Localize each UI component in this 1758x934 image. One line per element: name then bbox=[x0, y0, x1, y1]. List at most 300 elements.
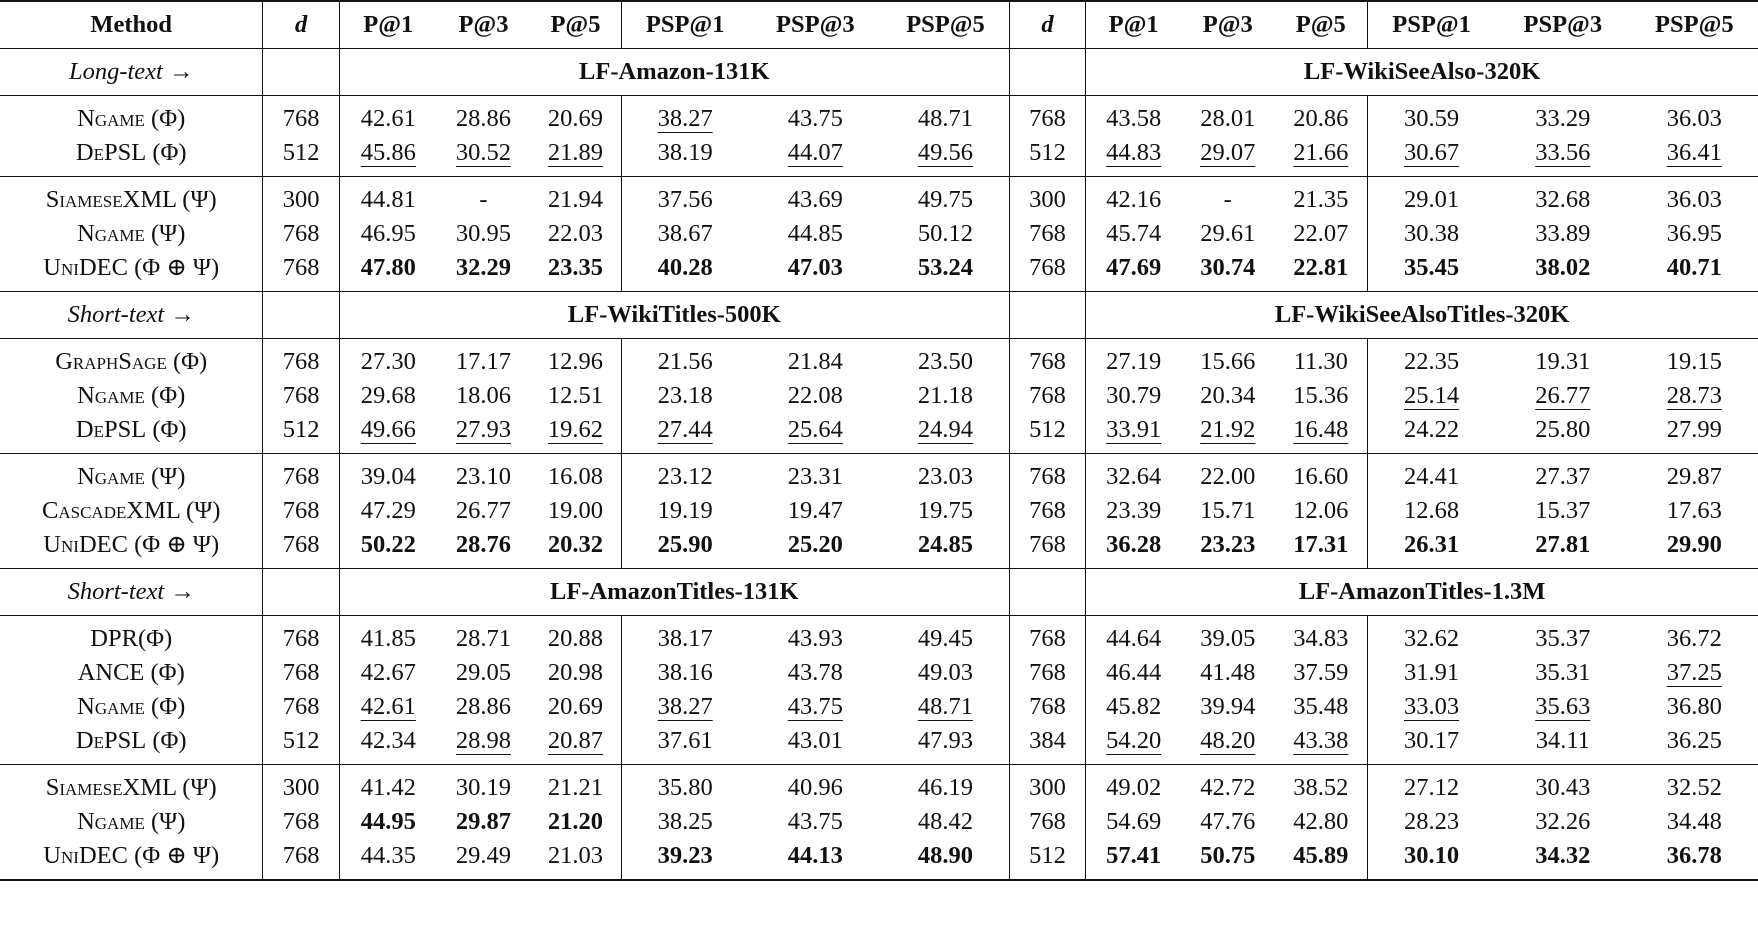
dataset-name-right: LF-AmazonTitles-1.3M bbox=[1086, 569, 1758, 616]
value-cell: 40.71 bbox=[1631, 251, 1758, 292]
value-cell: 49.02 bbox=[1086, 765, 1181, 806]
value-cell: 23.10 bbox=[455, 463, 512, 490]
table-row bbox=[0, 656, 1758, 690]
value-cell: 15.71 bbox=[1200, 497, 1256, 524]
value-cell: 45.89 bbox=[1274, 839, 1367, 880]
value-cell: 768 bbox=[263, 839, 339, 880]
value-cell: 50.12 bbox=[917, 220, 974, 247]
section-label: Short-text → bbox=[0, 292, 263, 339]
underlined-value: 16.48 bbox=[1293, 416, 1349, 443]
underlined-value: 38.27 bbox=[657, 105, 713, 132]
value-cell: 34.48 bbox=[1666, 808, 1722, 835]
underlined-value: 48.71 bbox=[917, 693, 974, 720]
value-cell: 42.80 bbox=[1293, 808, 1349, 835]
value-cell: 43.93 bbox=[787, 625, 843, 652]
value-cell: 28.23 bbox=[1368, 805, 1495, 839]
underlined-value: 37.25 bbox=[1666, 659, 1722, 686]
value-cell bbox=[437, 413, 530, 454]
value-cell: 21.35 bbox=[1293, 186, 1349, 213]
value-cell: 768 bbox=[263, 805, 339, 839]
underlined-value: 20.87 bbox=[547, 727, 604, 754]
value-cell: 18.06 bbox=[455, 382, 512, 409]
value-cell: 20.98 bbox=[547, 659, 604, 686]
value-cell: 27.37 bbox=[1535, 463, 1591, 490]
value-cell: 23.35 bbox=[530, 251, 621, 292]
value-cell bbox=[1274, 136, 1367, 177]
value-cell: 40.28 bbox=[621, 251, 748, 292]
value-cell: 768 bbox=[1009, 251, 1085, 292]
value-cell: 27.19 bbox=[1086, 339, 1181, 380]
value-cell bbox=[1368, 690, 1495, 724]
value-cell bbox=[621, 413, 748, 454]
value-cell: 46.95 bbox=[339, 217, 437, 251]
underlined-value: 21.92 bbox=[1200, 416, 1256, 443]
value-cell: 22.03 bbox=[547, 220, 604, 247]
value-cell: 27.30 bbox=[339, 339, 437, 380]
table-row bbox=[0, 805, 1758, 839]
table-row bbox=[0, 251, 1758, 292]
method-name: SiameseXML (Ψ) bbox=[45, 774, 217, 801]
value-cell bbox=[749, 413, 883, 454]
col-header-psp3-left: PSP@3 bbox=[749, 1, 883, 49]
value-cell: 300 bbox=[263, 177, 339, 218]
value-cell: 24.22 bbox=[1368, 413, 1495, 454]
value-cell: 36.25 bbox=[1631, 724, 1758, 765]
value-cell: 768 bbox=[263, 528, 339, 569]
table-row bbox=[0, 217, 1758, 251]
value-cell: 20.69 bbox=[547, 693, 604, 720]
value-cell: 20.88 bbox=[547, 625, 604, 652]
value-cell bbox=[882, 136, 1009, 177]
underlined-value: 33.03 bbox=[1404, 693, 1460, 720]
method-name: DePSL (Φ) bbox=[0, 136, 263, 177]
section-spacer bbox=[1009, 49, 1085, 96]
method-name: ANCE (Φ) bbox=[77, 659, 185, 686]
col-header-p5-right: P@5 bbox=[1274, 1, 1367, 49]
value-cell: 23.31 bbox=[787, 463, 843, 490]
value-cell: 512 bbox=[1009, 839, 1085, 880]
value-cell: 32.64 bbox=[1086, 454, 1181, 495]
value-cell: 29.49 bbox=[437, 839, 530, 880]
value-cell: 49.03 bbox=[917, 659, 974, 686]
value-cell: 42.72 bbox=[1200, 774, 1256, 801]
method-name: Ngame (Ψ) bbox=[77, 463, 186, 490]
value-cell: 15.66 bbox=[1200, 348, 1256, 375]
value-cell bbox=[530, 413, 621, 454]
section-label: Long-text → bbox=[0, 49, 263, 96]
method-name: GraphSage (Φ) bbox=[55, 348, 208, 375]
value-cell: 32.62 bbox=[1368, 616, 1495, 657]
table-row bbox=[0, 690, 1758, 724]
value-cell: 41.48 bbox=[1200, 659, 1256, 686]
value-cell bbox=[530, 724, 621, 765]
value-cell: 29.87 bbox=[1666, 463, 1722, 490]
method-name: Ngame (Φ) bbox=[77, 105, 186, 132]
value-cell: 768 bbox=[263, 690, 339, 724]
method-name: UniDEC (Φ ⊕ Ψ) bbox=[0, 528, 263, 569]
value-cell: 41.42 bbox=[339, 765, 437, 806]
value-cell: 22.08 bbox=[787, 382, 843, 409]
value-cell: 54.69 bbox=[1086, 805, 1181, 839]
value-cell: 512 bbox=[263, 136, 339, 177]
underlined-value: 43.75 bbox=[787, 693, 843, 720]
value-cell: 47.80 bbox=[339, 251, 437, 292]
value-cell: 32.29 bbox=[437, 251, 530, 292]
method-name: UniDEC (Φ ⊕ Ψ) bbox=[0, 839, 263, 880]
value-cell: 30.95 bbox=[455, 220, 512, 247]
section-row bbox=[0, 49, 1758, 96]
value-cell: 768 bbox=[263, 217, 339, 251]
table-row bbox=[0, 379, 1758, 413]
underlined-value: 49.66 bbox=[360, 416, 416, 443]
col-header-d-right: d bbox=[1009, 1, 1085, 49]
value-cell: 768 bbox=[1009, 339, 1085, 380]
table-row bbox=[0, 413, 1758, 454]
method-name: Ngame (Φ) bbox=[77, 382, 186, 409]
value-cell: 28.86 bbox=[455, 105, 512, 132]
value-cell: 17.31 bbox=[1274, 528, 1367, 569]
value-cell: 768 bbox=[1009, 96, 1085, 137]
underlined-value: 54.20 bbox=[1106, 727, 1162, 754]
value-cell: 42.67 bbox=[339, 656, 437, 690]
col-header-psp1-right: PSP@1 bbox=[1368, 1, 1495, 49]
value-cell: 384 bbox=[1009, 724, 1085, 765]
section-label: Short-text → bbox=[0, 569, 263, 616]
value-cell bbox=[749, 690, 883, 724]
value-cell: 768 bbox=[1009, 454, 1085, 495]
value-cell: 12.96 bbox=[547, 348, 604, 375]
value-cell: 29.87 bbox=[455, 808, 512, 835]
value-cell: 36.28 bbox=[1086, 528, 1181, 569]
value-cell: 37.61 bbox=[621, 724, 748, 765]
table-row bbox=[0, 339, 1758, 380]
value-cell: 36.72 bbox=[1666, 625, 1722, 652]
value-cell: 19.47 bbox=[787, 497, 843, 524]
value-cell: 53.24 bbox=[882, 251, 1009, 292]
underlined-value: 44.07 bbox=[787, 139, 843, 166]
value-cell: 26.77 bbox=[455, 497, 512, 524]
value-cell: 35.48 bbox=[1293, 693, 1349, 720]
value-cell: 36.03 bbox=[1666, 105, 1722, 132]
value-cell: 768 bbox=[1009, 616, 1085, 657]
value-cell: - bbox=[1223, 186, 1232, 213]
value-cell: 44.64 bbox=[1086, 616, 1181, 657]
value-cell: 768 bbox=[263, 494, 339, 528]
table-row bbox=[0, 494, 1758, 528]
value-cell bbox=[1181, 724, 1274, 765]
value-cell: 15.37 bbox=[1535, 497, 1591, 524]
value-cell: 34.32 bbox=[1495, 839, 1631, 880]
value-cell: 38.67 bbox=[621, 217, 748, 251]
underlined-value: 25.14 bbox=[1404, 382, 1460, 409]
value-cell: 23.39 bbox=[1086, 494, 1181, 528]
value-cell: 36.03 bbox=[1666, 186, 1722, 213]
value-cell: 768 bbox=[263, 379, 339, 413]
dataset-name-left: LF-AmazonTitles-131K bbox=[339, 569, 1009, 616]
value-cell: 27.12 bbox=[1368, 765, 1495, 806]
value-cell: 21.94 bbox=[547, 186, 604, 213]
value-cell: 47.03 bbox=[749, 251, 883, 292]
underlined-value: 19.62 bbox=[547, 416, 604, 443]
value-cell: 29.61 bbox=[1200, 220, 1256, 247]
value-cell: 23.03 bbox=[917, 463, 974, 490]
value-cell bbox=[1181, 413, 1274, 454]
method-name: SiameseXML (Ψ) bbox=[45, 186, 217, 213]
table-row bbox=[0, 765, 1758, 806]
value-cell: 50.22 bbox=[339, 528, 437, 569]
value-cell: 31.91 bbox=[1368, 656, 1495, 690]
value-cell: 57.41 bbox=[1086, 839, 1181, 880]
value-cell: 300 bbox=[1009, 177, 1085, 218]
value-cell: 39.23 bbox=[621, 839, 748, 880]
value-cell bbox=[1368, 379, 1495, 413]
value-cell: 768 bbox=[263, 656, 339, 690]
value-cell: 48.71 bbox=[917, 105, 974, 132]
value-cell: 23.12 bbox=[621, 454, 748, 495]
underlined-value: 36.41 bbox=[1666, 139, 1722, 166]
underlined-value: 45.86 bbox=[360, 139, 416, 166]
value-cell bbox=[437, 136, 530, 177]
table-row bbox=[0, 528, 1758, 569]
method-name: UniDEC (Φ ⊕ Ψ) bbox=[0, 251, 263, 292]
col-header-p1-left: P@1 bbox=[339, 1, 437, 49]
value-cell: 16.60 bbox=[1293, 463, 1349, 490]
section-spacer bbox=[1009, 569, 1085, 616]
value-cell bbox=[1495, 136, 1631, 177]
dataset-name-left: LF-Amazon-131K bbox=[339, 49, 1009, 96]
header-row bbox=[0, 1, 1758, 49]
value-cell: 24.41 bbox=[1368, 454, 1495, 495]
value-cell: 50.75 bbox=[1181, 839, 1274, 880]
value-cell: 39.04 bbox=[339, 454, 437, 495]
value-cell: 30.19 bbox=[455, 774, 512, 801]
value-cell: 29.90 bbox=[1631, 528, 1758, 569]
table-body bbox=[0, 49, 1758, 881]
value-cell: 768 bbox=[1009, 217, 1085, 251]
value-cell: 43.58 bbox=[1086, 96, 1181, 137]
value-cell: 43.01 bbox=[749, 724, 883, 765]
value-cell: 25.90 bbox=[621, 528, 748, 569]
value-cell bbox=[1631, 136, 1758, 177]
value-cell bbox=[1181, 136, 1274, 177]
value-cell: 16.08 bbox=[547, 463, 604, 490]
method-name: CascadeXML (Ψ) bbox=[42, 497, 221, 524]
value-cell: 39.05 bbox=[1200, 625, 1256, 652]
value-cell: 15.36 bbox=[1293, 382, 1349, 409]
value-cell: 28.71 bbox=[455, 625, 512, 652]
value-cell: 42.34 bbox=[339, 724, 437, 765]
value-cell: 36.80 bbox=[1666, 693, 1722, 720]
value-cell bbox=[1631, 379, 1758, 413]
value-cell: 38.52 bbox=[1293, 774, 1349, 801]
value-cell: 28.86 bbox=[455, 693, 512, 720]
value-cell: 23.18 bbox=[621, 379, 748, 413]
value-cell bbox=[882, 413, 1009, 454]
value-cell bbox=[530, 136, 621, 177]
value-cell: 47.76 bbox=[1200, 808, 1256, 835]
underlined-value: 28.73 bbox=[1666, 382, 1722, 409]
method-name: DePSL (Φ) bbox=[0, 413, 263, 454]
underlined-value: 29.07 bbox=[1200, 139, 1256, 166]
value-cell: 20.32 bbox=[530, 528, 621, 569]
value-cell: 512 bbox=[263, 413, 339, 454]
value-cell: 22.00 bbox=[1200, 463, 1256, 490]
value-cell bbox=[1274, 724, 1367, 765]
value-cell: 23.23 bbox=[1181, 528, 1274, 569]
value-cell: 38.16 bbox=[621, 656, 748, 690]
underlined-value: 49.56 bbox=[917, 139, 974, 166]
col-header-psp3-right: PSP@3 bbox=[1495, 1, 1631, 49]
value-cell bbox=[882, 690, 1009, 724]
value-cell: 12.51 bbox=[547, 382, 604, 409]
value-cell: 768 bbox=[263, 454, 339, 495]
value-cell: 47.69 bbox=[1086, 251, 1181, 292]
value-cell: 21.21 bbox=[547, 774, 604, 801]
value-cell: 768 bbox=[1009, 805, 1085, 839]
value-cell: 30.59 bbox=[1368, 96, 1495, 137]
underlined-value: 30.52 bbox=[455, 139, 512, 166]
underlined-value: 43.38 bbox=[1293, 727, 1349, 754]
value-cell: 41.85 bbox=[339, 616, 437, 657]
value-cell: 43.75 bbox=[787, 808, 843, 835]
value-cell: 39.94 bbox=[1200, 693, 1256, 720]
value-cell: 19.00 bbox=[547, 497, 604, 524]
underlined-value: 33.91 bbox=[1106, 416, 1162, 443]
value-cell: 42.61 bbox=[339, 96, 437, 137]
value-cell: 768 bbox=[1009, 494, 1085, 528]
value-cell: 48.90 bbox=[882, 839, 1009, 880]
value-cell: 35.45 bbox=[1368, 251, 1495, 292]
value-cell: 45.74 bbox=[1086, 217, 1181, 251]
value-cell: 38.19 bbox=[621, 136, 748, 177]
col-header-p3-left: P@3 bbox=[437, 1, 530, 49]
value-cell: 768 bbox=[1009, 379, 1085, 413]
value-cell: 48.42 bbox=[917, 808, 974, 835]
value-cell: - bbox=[479, 186, 488, 213]
method-name: Ngame (Ψ) bbox=[77, 220, 186, 247]
section-spacer bbox=[263, 49, 339, 96]
value-cell: 22.35 bbox=[1368, 339, 1495, 380]
value-cell: 47.93 bbox=[882, 724, 1009, 765]
value-cell: 37.56 bbox=[621, 177, 748, 218]
table-header bbox=[0, 1, 1758, 49]
value-cell: 45.82 bbox=[1086, 690, 1181, 724]
value-cell: 768 bbox=[1009, 656, 1085, 690]
section-row bbox=[0, 569, 1758, 616]
col-header-method: Method bbox=[0, 1, 263, 49]
value-cell: 32.26 bbox=[1535, 808, 1591, 835]
value-cell: 37.59 bbox=[1293, 659, 1349, 686]
value-cell: 42.16 bbox=[1086, 177, 1181, 218]
value-cell: 768 bbox=[263, 616, 339, 657]
value-cell: 30.43 bbox=[1535, 774, 1591, 801]
value-cell: 33.29 bbox=[1535, 105, 1591, 132]
value-cell: 30.79 bbox=[1086, 379, 1181, 413]
value-cell: 25.80 bbox=[1495, 413, 1631, 454]
table-row bbox=[0, 839, 1758, 880]
value-cell: 21.20 bbox=[547, 808, 604, 835]
underlined-value: 21.66 bbox=[1293, 139, 1349, 166]
underlined-value: 27.93 bbox=[455, 416, 512, 443]
value-cell bbox=[1368, 136, 1495, 177]
value-cell: 44.85 bbox=[787, 220, 843, 247]
value-cell bbox=[749, 136, 883, 177]
value-cell: 32.52 bbox=[1666, 774, 1722, 801]
underlined-value: 44.83 bbox=[1106, 139, 1162, 166]
value-cell: 35.31 bbox=[1535, 659, 1591, 686]
value-cell bbox=[1086, 413, 1181, 454]
method-name: Ngame (Ψ) bbox=[77, 808, 186, 835]
col-header-psp5-left: PSP@5 bbox=[882, 1, 1009, 49]
section-spacer bbox=[263, 569, 339, 616]
value-cell: 17.17 bbox=[455, 348, 512, 375]
value-cell: 22.81 bbox=[1274, 251, 1367, 292]
underlined-value: 35.63 bbox=[1535, 693, 1591, 720]
value-cell: 12.06 bbox=[1293, 497, 1349, 524]
value-cell: 12.68 bbox=[1368, 494, 1495, 528]
dataset-name-right: LF-WikiSeeAlso-320K bbox=[1086, 49, 1758, 96]
value-cell bbox=[1495, 379, 1631, 413]
value-cell: 768 bbox=[263, 96, 339, 137]
value-cell bbox=[1495, 690, 1631, 724]
value-cell: 29.01 bbox=[1368, 177, 1495, 218]
underlined-value: 42.61 bbox=[360, 693, 416, 720]
value-cell: 43.78 bbox=[787, 659, 843, 686]
value-cell: 19.75 bbox=[917, 497, 974, 524]
value-cell: 768 bbox=[1009, 690, 1085, 724]
value-cell bbox=[621, 690, 748, 724]
value-cell bbox=[1274, 413, 1367, 454]
value-cell: 20.34 bbox=[1200, 382, 1256, 409]
value-cell: 49.75 bbox=[917, 186, 974, 213]
value-cell bbox=[1631, 656, 1758, 690]
value-cell: 25.20 bbox=[749, 528, 883, 569]
value-cell: 21.84 bbox=[787, 348, 843, 375]
value-cell: 29.05 bbox=[455, 659, 512, 686]
value-cell: 33.89 bbox=[1535, 220, 1591, 247]
section-spacer bbox=[1009, 292, 1085, 339]
col-header-p1-right: P@1 bbox=[1086, 1, 1181, 49]
value-cell: 29.68 bbox=[339, 379, 437, 413]
underlined-value: 26.77 bbox=[1535, 382, 1591, 409]
value-cell: 38.25 bbox=[621, 805, 748, 839]
value-cell: 38.02 bbox=[1495, 251, 1631, 292]
value-cell: 27.99 bbox=[1631, 413, 1758, 454]
table-row bbox=[0, 454, 1758, 495]
value-cell: 32.68 bbox=[1535, 186, 1591, 213]
value-cell: 36.95 bbox=[1666, 220, 1722, 247]
method-name: DPR(Φ) bbox=[90, 625, 173, 652]
value-cell: 44.35 bbox=[339, 839, 437, 880]
method-name: Ngame (Φ) bbox=[77, 693, 186, 720]
value-cell: 512 bbox=[1009, 136, 1085, 177]
value-cell: 22.07 bbox=[1293, 220, 1349, 247]
value-cell bbox=[339, 136, 437, 177]
value-cell: 21.56 bbox=[621, 339, 748, 380]
underlined-value: 24.94 bbox=[917, 416, 974, 443]
value-cell: 46.44 bbox=[1086, 656, 1181, 690]
col-header-psp5-right: PSP@5 bbox=[1631, 1, 1758, 49]
table-row bbox=[0, 136, 1758, 177]
value-cell: 44.81 bbox=[339, 177, 437, 218]
value-cell: 19.31 bbox=[1535, 348, 1591, 375]
value-cell: 21.18 bbox=[917, 382, 974, 409]
value-cell: 44.95 bbox=[339, 805, 437, 839]
value-cell: 768 bbox=[1009, 528, 1085, 569]
value-cell: 300 bbox=[263, 765, 339, 806]
value-cell: 46.19 bbox=[917, 774, 974, 801]
underlined-value: 28.98 bbox=[455, 727, 512, 754]
